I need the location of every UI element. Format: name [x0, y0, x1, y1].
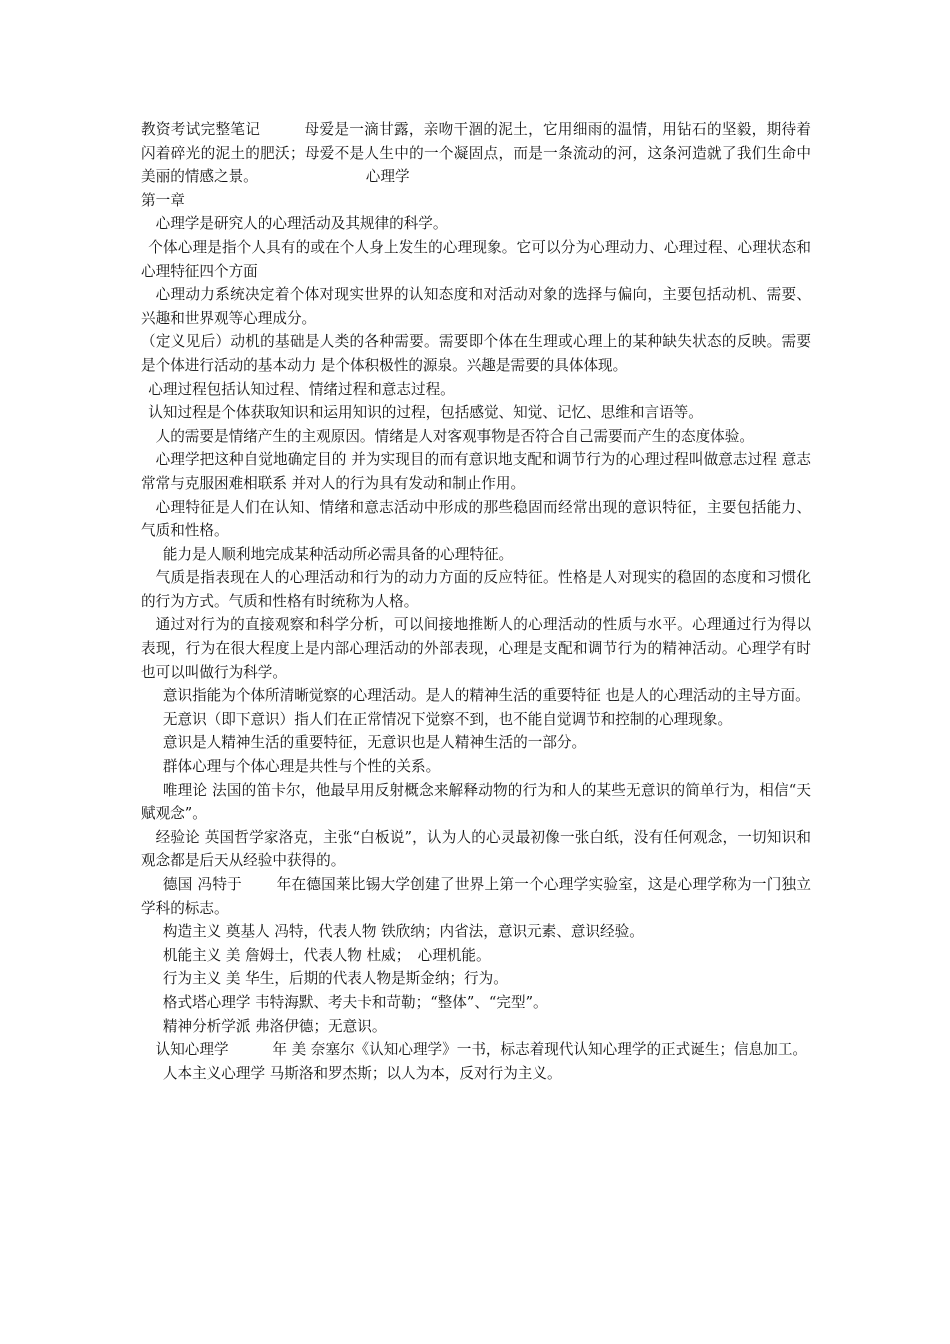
- intro-paragraph: [141, 118, 811, 189]
- body-paragraph: 意识是人精神生活的重要特征，无意识也是人精神生活的一部分。: [162, 734, 587, 752]
- body-paragraph: 认知过程是个体获取知识和运用知识的过程，包括感觉、知觉、记忆、思维和言语等。: [148, 404, 703, 422]
- body-paragraph: 人本主义心理学 马斯洛和罗杰斯；以人为本，反对行为主义。: [162, 1064, 562, 1082]
- body-paragraph: 心理过程包括认知过程、情绪过程和意志过程。: [148, 380, 455, 398]
- body-paragraph: 气质是指表现在人的心理活动和行为的动力方面的反应特征。性格是人对现实的稳固的态度和习惯化的行为方式。气质和性格有时统称为人格。: [141, 569, 811, 610]
- body-paragraph: 经验论 英国哲学家洛克，主张“白板说”，认为人的心灵最初像一张白纸，没有任何观念，一切知识和观念都是后天从经验中获得的。: [141, 828, 811, 870]
- body-paragraph: 精神分析学派 弗洛伊德；无意识。: [162, 1017, 387, 1035]
- body-paragraph: 人的需要是情绪产生的主观原因。情绪是人对客观事物是否符合自己需要而产生的态度体验。: [155, 427, 754, 445]
- body-paragraph: （定义见后）动机的基础是人类的各种需要。需要即个体在生理或心理上的某种缺失状态的反映。需要是个体进行活动的基本动力 是个体积极性的源泉。兴趣是需要的具体体现。: [141, 333, 811, 374]
- body-paragraph: 无意识（即下意识）指人们在正常情况下觉察不到，也不能自觉调节和控制的心理现象。: [162, 710, 733, 728]
- body-paragraphs: [141, 212, 811, 1085]
- body-paragraph: 格式塔心理学 韦特海默、考夫卡和苛勒；“整体”、“完型”。: [162, 993, 548, 1011]
- body-paragraph: 群体心理与个体心理是共性与个性的关系。: [162, 758, 441, 776]
- intro-quote: 母爱是一滴甘露，亲吻干涸的泥土，它用细雨的温情，用钻石的坚毅，期待着闪着碎光的泥土的肥沃；母爱不是人生中的一个凝固点，而是一条流动的河，这条河造就了我们生命中美丽的情感之景。: [141, 121, 811, 186]
- body-paragraph: 心理特征是人们在认知、情绪和意志活动中形成的那些稳固而经常出现的意识特征，主要包括能力、气质和性格。: [141, 498, 811, 540]
- body-paragraph: 心理学是研究人的心理活动及其规律的科学。: [155, 215, 448, 233]
- body-paragraph: 唯理论 法国的笛卡尔，他最早用反射概念来解释动物的行为和人的某些无意识的简单行为，相信“天赋观念”。: [141, 781, 811, 823]
- body-paragraph: 能力是人顺利地完成某种活动所必需具备的心理特征。: [162, 545, 514, 563]
- body-paragraph: 行为主义 美 华生，后期的代表人物是斯金纳；行为。: [162, 970, 508, 988]
- body-paragraph: 机能主义 美 詹姆士，代表人物 杜威； 心理机能。: [162, 946, 491, 964]
- document-title: 教资考试完整笔记: [141, 121, 261, 138]
- body-paragraph: 认知心理学 年 美 奈塞尔《认知心理学》一书，标志着现代认知心理学的正式诞生；信息加工。: [155, 1041, 808, 1059]
- body-paragraph: 意识指能为个体所清晰觉察的心理活动。是人的精神生活的重要特征 也是人的心理活动的主导方面。: [162, 687, 810, 705]
- body-paragraph: 通过对行为的直接观察和科学分析，可以间接地推断人的心理活动的性质与水平。心理通过行为得以表现，行为在很大程度上是内部心理活动的外部表现，心理是支配和调节行为的精神活动。心理学有时也可以叫做行为科学。: [141, 616, 811, 681]
- chapter-heading: 第一章: [141, 191, 185, 209]
- body-paragraph: 德国 冯特于 年在德国莱比锡大学创建了世界上第一个心理学实验室，这是心理学称为一门独立学科的标志。: [141, 876, 811, 917]
- body-paragraph: 个体心理是指个人具有的或在个人身上发生的心理现象。它可以分为心理动力、心理过程、心理状态和心理特征四个方面: [141, 238, 811, 280]
- document-page: [141, 118, 811, 1085]
- body-paragraph: 心理动力系统决定着个体对现实世界的认知态度和对活动对象的选择与偏向，主要包括动机、需要、兴趣和世界观等心理成分。: [141, 286, 811, 327]
- body-paragraph: 心理学把这种自觉地确定目的 并为实现目的而有意识地支配和调节行为的心理过程叫做意志过程 意志常常与克服困难相联系 并对人的行为具有发动和制止作用。: [141, 451, 811, 492]
- subject-label: 心理学: [365, 168, 410, 186]
- body-paragraph: 构造主义 奠基人 冯特，代表人物 铁欣纳；内省法，意识元素、意识经验。: [162, 923, 644, 941]
